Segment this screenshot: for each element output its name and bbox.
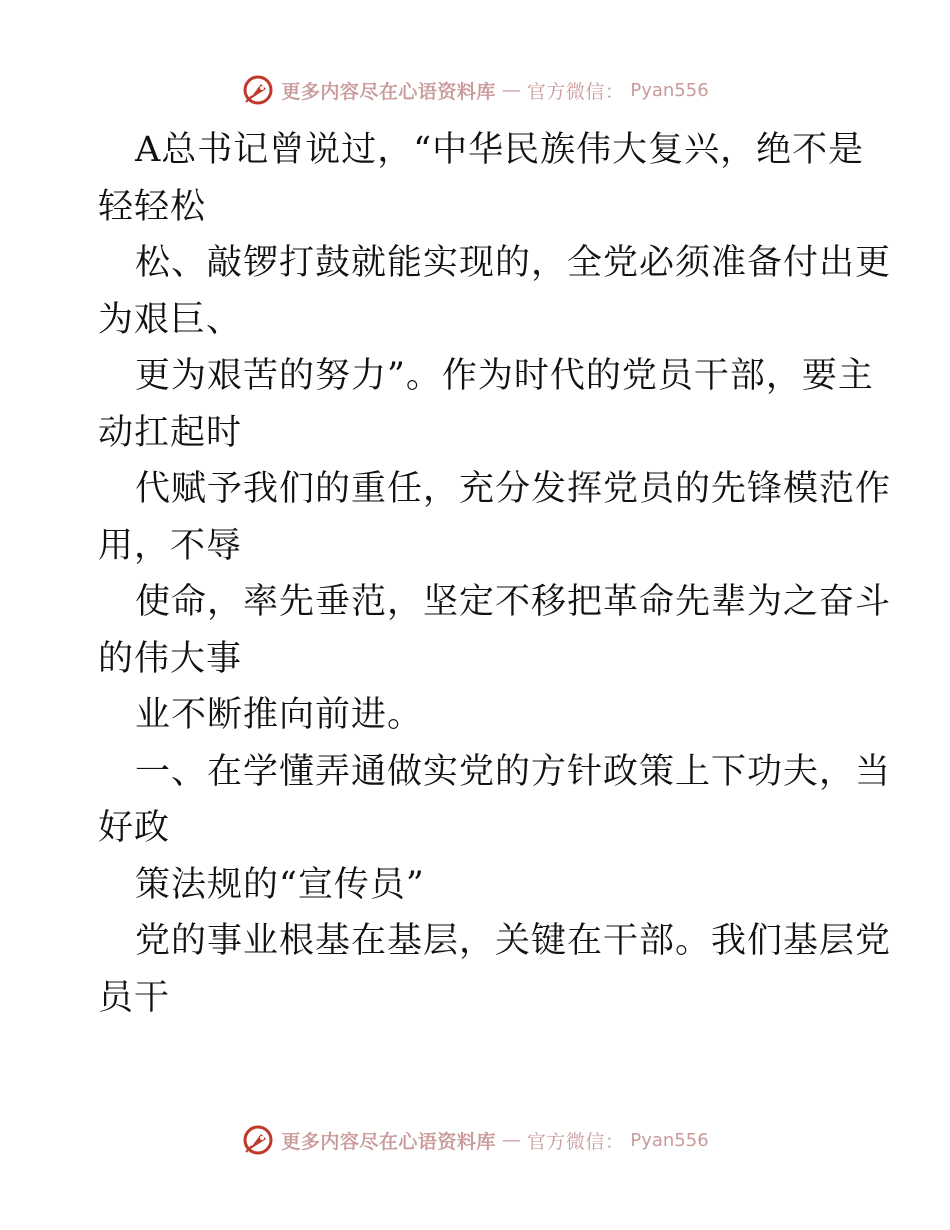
body-line: 使命，率先垂范，坚定不移把革命先辈为之奋斗: [135, 582, 892, 622]
body-line: 松、敲锣打鼓就能实现的，全党必须准备付出更: [135, 243, 892, 283]
footer-brand: [241, 1123, 708, 1157]
header-brand-text: 更多内容尽在心语资料库: [281, 80, 496, 103]
body-line: 业不断推向前进。: [135, 695, 424, 735]
footer-wechat-label: 官方微信：: [526, 1130, 625, 1153]
page-footer: [0, 1120, 950, 1160]
body-line: 用，不辱: [98, 525, 243, 566]
pen-nib-logo-icon: [241, 1123, 275, 1157]
body-line: 的伟大事: [98, 638, 243, 679]
body-line: 更为艰苦的努力”。作为时代的党员干部，要主: [135, 356, 874, 396]
header-wechat-label: 官方微信：: [526, 80, 625, 103]
page-header: [0, 70, 950, 110]
footer-brand-text: 更多内容尽在心语资料库: [281, 1130, 496, 1153]
header-brand: [241, 73, 708, 107]
footer-wechat-id: Pyan556: [630, 1129, 709, 1151]
body-line: 代赋予我们的重任，充分发挥党员的先锋模范作: [135, 469, 892, 509]
header-wechat-id: Pyan556: [630, 79, 709, 101]
body-line: 党的事业根基在基层，关键在干部。我们基层党: [135, 921, 892, 961]
footer-dash: —: [501, 1129, 521, 1151]
header-dash: —: [501, 79, 521, 101]
body-line: 动扛起时: [98, 412, 243, 453]
body-line: 员干: [98, 977, 171, 1018]
body-line: 轻轻松: [98, 186, 207, 227]
document-body: [98, 122, 892, 1026]
section-heading-line: 策法规的“宣传员”: [135, 864, 425, 905]
body-line: 为艰巨、: [98, 299, 243, 340]
section-heading-line: 好政: [98, 808, 171, 848]
section-heading-line: 一、在学懂弄通做实党的方针政策上下功夫，当: [135, 751, 892, 792]
pen-nib-logo-icon: [241, 73, 275, 107]
body-line: A总书记曾说过，“中华民族伟大复兴，绝不是: [135, 130, 865, 170]
